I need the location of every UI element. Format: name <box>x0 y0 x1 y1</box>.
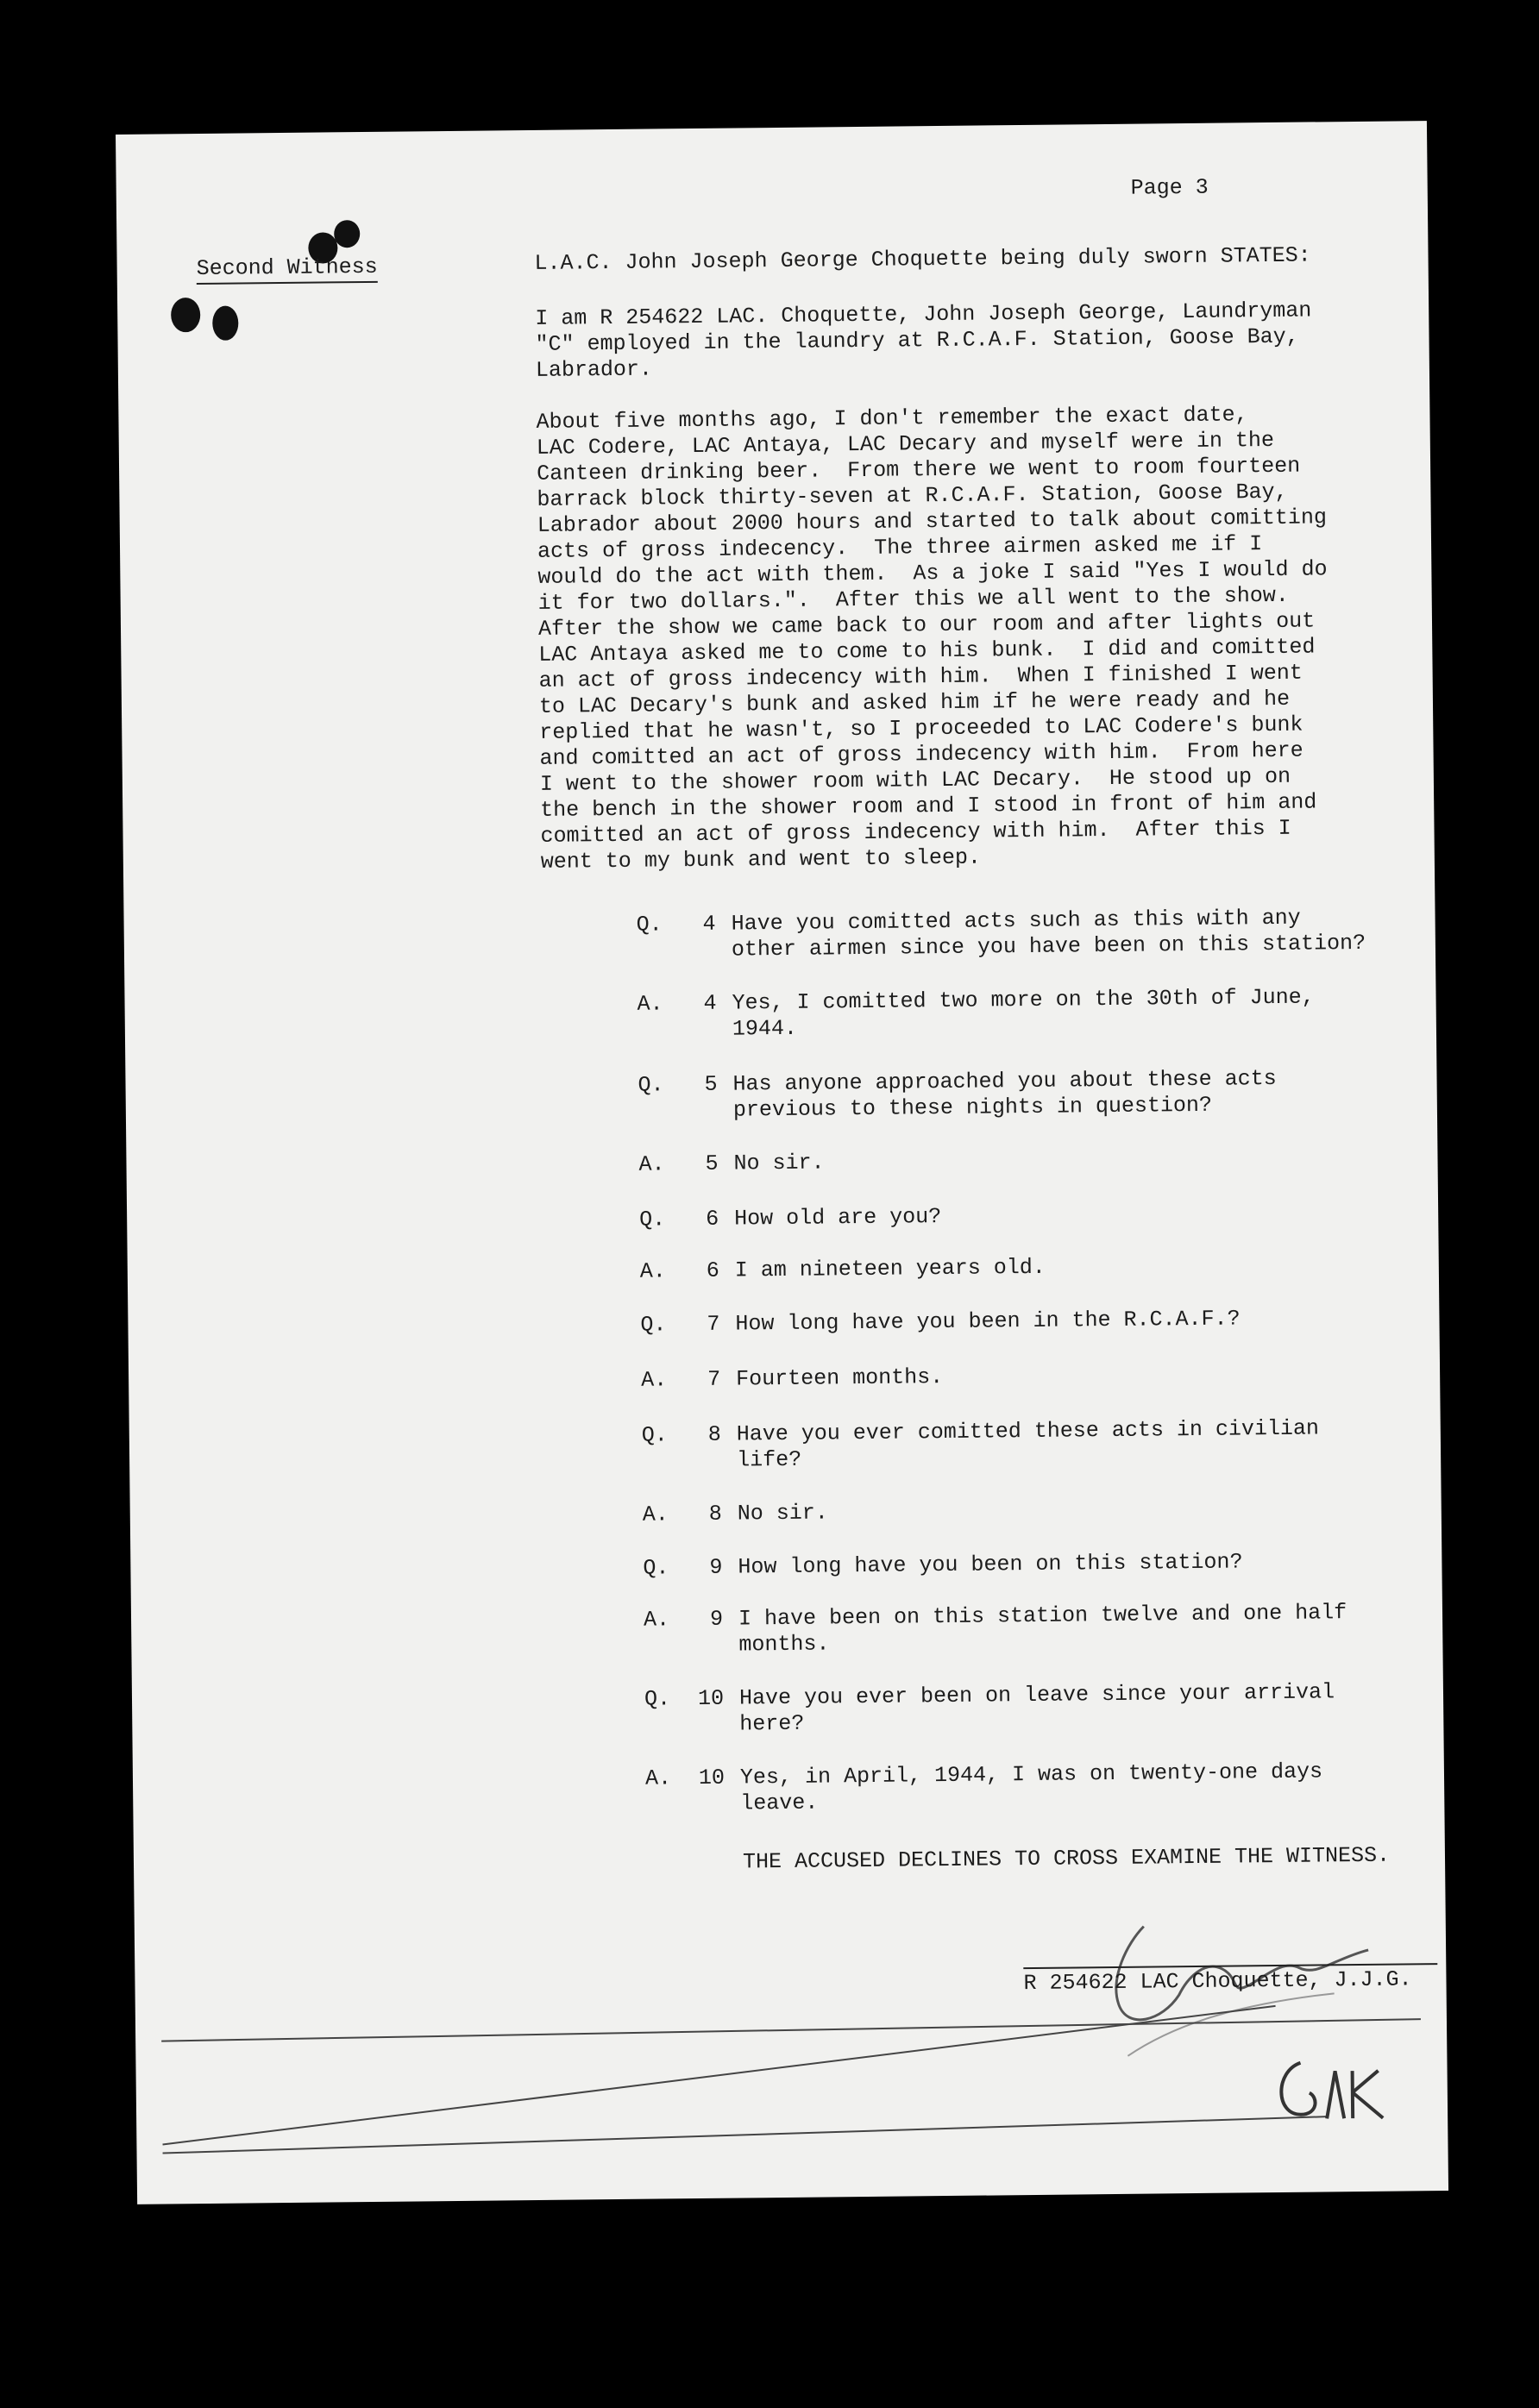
paragraph-line: replied that he wasn't, so I proceeded to LAC Codere's bunk <box>539 712 1303 745</box>
paragraph-line: and comitted an act of gross indecency with him. From here <box>539 737 1303 771</box>
qa-marker: Q. <box>643 1555 669 1581</box>
paragraph-line: would do the act with them. As a joke I said "Yes I would do <box>537 556 1328 590</box>
paragraph-line: "C" employed in the laundry at R.C.A.F. Station, Goose Bay, <box>535 323 1299 357</box>
qa-text: Has anyone approached you about these acts previous to these nights in question? <box>732 1065 1277 1123</box>
qa-marker: Q. <box>644 1686 671 1712</box>
divider-line <box>162 2005 1275 2146</box>
qa-number: 6 <box>706 1257 719 1283</box>
qa-number: 6 <box>706 1206 719 1232</box>
qa-marker: A. <box>642 1502 669 1527</box>
qa-marker: A. <box>637 991 663 1017</box>
paragraph-line: LAC Codere, LAC Antaya, LAC Decary and myself were in the <box>536 427 1275 461</box>
qa-number: 9 <box>709 1554 723 1580</box>
paragraph-line: Labrador about 2000 hours and started to talk about comitting <box>537 505 1328 538</box>
punch-hole <box>334 220 360 248</box>
qa-marker: A. <box>644 1765 672 1791</box>
qa-text: Yes, I comitted two more on the 30th of June, 1944. <box>732 984 1315 1042</box>
qa-text: How long have you been in the R.C.A.F.? <box>735 1306 1241 1337</box>
page-number: Page 3 <box>1130 174 1209 201</box>
qa-number: 5 <box>704 1071 718 1097</box>
statement-heading: L.A.C. John Joseph George Choquette being duly sworn STATES: <box>534 242 1311 276</box>
initials-mark <box>1266 2035 1404 2149</box>
qa-text: Fourteen months. <box>735 1364 944 1392</box>
paragraph-line: acts of gross indecency. The three airmen asked me if I <box>537 531 1263 564</box>
punch-hole <box>171 298 200 332</box>
qa-marker: Q. <box>640 1312 667 1338</box>
qa-marker: A. <box>638 1151 665 1177</box>
paragraph-line: the bench in the shower room and I stood in front of him and <box>540 789 1317 823</box>
paragraph-line: comitted an act of gross indecency with him. After this I <box>540 815 1291 849</box>
qa-number: 8 <box>707 1421 721 1447</box>
paragraph-line: Labrador. <box>535 356 653 383</box>
qa-number: 4 <box>702 911 716 937</box>
qa-marker: A. <box>643 1607 670 1633</box>
qa-marker: A. <box>639 1258 667 1284</box>
side-heading: Second Witness <box>196 254 377 285</box>
qa-marker: A. <box>641 1367 668 1393</box>
qa-text: How old are you? <box>734 1204 942 1232</box>
paragraph-line: I went to the shower room with LAC Decary. He stood up on <box>539 763 1291 797</box>
qa-text: Yes, in April, 1944, I was on twenty-one days leave. <box>739 1759 1323 1816</box>
qa-number: 7 <box>707 1366 721 1392</box>
qa-number: 8 <box>708 1501 722 1527</box>
qa-text: I have been on this station twelve and one half months. <box>738 1600 1347 1658</box>
qa-number: 9 <box>709 1606 724 1632</box>
paragraph-line: an act of gross indecency with him. When I finished I went <box>538 660 1303 693</box>
paragraph-line: to LAC Decary's bunk and asked him if he were ready and he <box>538 686 1291 719</box>
paragraph-line: After the show we came back to our room and after lights out <box>537 608 1316 642</box>
qa-marker: Q. <box>638 1072 664 1098</box>
signature-caption: R 254622 LAC Choquette, J.J.G. <box>1023 1963 1437 1996</box>
qa-text: I am nineteen years old. <box>734 1254 1046 1283</box>
qa-number: 10 <box>698 1765 726 1791</box>
paragraph-line: it for two dollars.". After this we all went to the show. <box>537 582 1289 616</box>
qa-text: Have you ever been on leave since your arrival here? <box>738 1679 1335 1737</box>
paragraph-line: went to my bunk and went to sleep. <box>540 844 982 875</box>
closing-note: THE ACCUSED DECLINES TO CROSS EXAMINE THE WITNESS. <box>742 1842 1391 1875</box>
punch-hole <box>212 306 238 341</box>
qa-text: How long have you been on this station? <box>738 1549 1243 1580</box>
document-page <box>116 121 1448 2204</box>
paragraph-line: Canteen drinking beer. From there we went to room fourteen <box>536 453 1301 486</box>
qa-text: Have you comitted acts such as this with any other airmen since you have been on this station? <box>731 905 1366 963</box>
paragraph-line: About five months ago, I don't remember the exact date, <box>536 402 1248 435</box>
qa-marker: Q. <box>636 912 663 937</box>
qa-marker: Q. <box>641 1422 668 1448</box>
qa-marker: Q. <box>639 1207 666 1232</box>
qa-number: 5 <box>705 1151 719 1176</box>
paragraph-line: LAC Antaya asked me to come to his bunk. I did and comitted <box>538 634 1316 668</box>
qa-text: Have you ever comitted these acts in civilian life? <box>736 1415 1320 1473</box>
qa-number: 4 <box>703 990 717 1016</box>
paragraph-line: I am R 254622 LAC. Choquette, John Joseph George, Laundryman <box>535 298 1312 331</box>
paragraph-line: barrack block thirty-seven at R.C.A.F. Station, Goose Bay, <box>537 479 1288 512</box>
qa-text: No sir. <box>733 1150 825 1176</box>
qa-number: 10 <box>697 1685 725 1712</box>
qa-text: No sir. <box>737 1500 828 1527</box>
qa-number: 7 <box>707 1311 720 1337</box>
